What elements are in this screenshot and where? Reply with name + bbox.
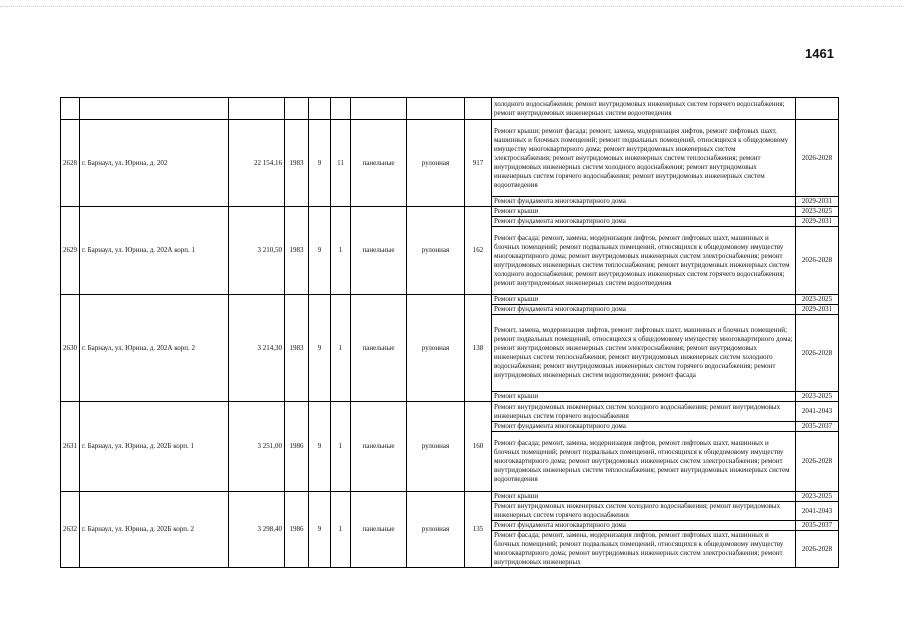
work-period: 2026-2028 bbox=[796, 315, 839, 392]
build-year: 1983 bbox=[285, 295, 309, 402]
work-description: Ремонт фасада; ремонт, замена, модернизация лифтов, ремонт лифтовых шахт, машинных и блочных помещений; ремонт подвальных помещений, относящихся к общедомовому имуществу многоквартирного дома; ремонт внутридомовых инженерных систем электроснабжения; ремонт внутридомовых инженерных систем теплоснабжения; ремонт внутридомовых инженерных систем водоотведения bbox=[492, 432, 796, 492]
table-row bbox=[61, 120, 839, 197]
table-row bbox=[61, 207, 839, 217]
work-description: Ремонт крыши bbox=[492, 207, 796, 217]
build-year: 1983 bbox=[285, 207, 309, 295]
floors: 9 bbox=[309, 120, 331, 207]
total-area: 3 298,40 bbox=[229, 492, 285, 568]
work-description: Ремонт фундамента многоквартирного дома bbox=[492, 197, 796, 207]
residents-count: 138 bbox=[465, 295, 492, 402]
work-period: 2029-2031 bbox=[796, 305, 839, 315]
work-description: Ремонт крыши bbox=[492, 492, 796, 502]
work-description: Ремонт внутридомовых инженерных систем холодного водоснабжения; ремонт внутридомовых инженерных систем горячего водоснабжения bbox=[492, 402, 796, 422]
entrances: 11 bbox=[331, 120, 351, 207]
work-period: 2041-2043 bbox=[796, 402, 839, 422]
entrances: 1 bbox=[331, 207, 351, 295]
table-row bbox=[61, 295, 839, 305]
table-row bbox=[61, 98, 839, 120]
entrances: 1 bbox=[331, 492, 351, 568]
work-description: Ремонт крыши; ремонт фасада; ремонт, замена, модернизация лифтов, ремонт лифтовых шахт, машинных и блочных помещений; ремонт подвальных помещений, относящихся к общедомовому имуществу многоквартирного дома; ремонт внутридомовых инженерных систем электроснабжения; ремонт внутридомовых инженерных систем теплоснабжения; ремонт внутридомовых инженерных систем холодного водоснабжения; ремонт внутридомовых инженерных систем горячего водоснабжения; ремонт внутридомовых инженерных систем водоотведения bbox=[492, 120, 796, 197]
residents-count: 162 bbox=[465, 207, 492, 295]
total-area: 3 251,00 bbox=[229, 402, 285, 492]
address: г. Барнаул, ул. Юрина, д. 202А корп. 2 bbox=[80, 295, 229, 402]
work-description: Ремонт, замена, модернизация лифтов, ремонт лифтовых шахт, машинных и блочных помещений; ремонт подвальных помещений, относящихся к общедомовому имуществу многоквартирного дома; ремонт внутридомовых инженерных систем электроснабжения; ремонт внутридомовых инженерных систем теплоснабжения; ремонт внутридомовых инженерных систем холодного водоснабжения; ремонт внутридомовых инженерных систем горячего водоснабжения; ремонт внутридомовых инженерных систем водоотведения; ремонт фасада bbox=[492, 315, 796, 392]
roof-type: рулонная bbox=[407, 120, 465, 207]
table-row bbox=[61, 402, 839, 422]
total-area: 3 210,50 bbox=[229, 207, 285, 295]
work-description: Ремонт крыши bbox=[492, 295, 796, 305]
scan-artifact-line bbox=[0, 6, 904, 9]
roof-type: рулонная bbox=[407, 492, 465, 568]
work-description: Ремонт фасада; ремонт, замена, модернизация лифтов, ремонт лифтовых шахт, машинных и блочных помещений; ремонт подвальных помещений, относящихся к общедомовому имуществу многоквартирного дома; ремонт внутридомовых инженерных систем электроснабжения; ремонт внутридомовых инженерных bbox=[492, 531, 796, 568]
floors: 9 bbox=[309, 492, 331, 568]
work-description: холодного водоснабжения; ремонт внутридомовых инженерных систем горячего водоснабжения; ремонт внутридомовых инженерных систем водоотведения bbox=[492, 98, 796, 120]
residents-count: 917 bbox=[465, 120, 492, 207]
housing-register-table bbox=[60, 97, 839, 568]
total-area: 3 214,30 bbox=[229, 295, 285, 402]
work-period: 2029-2031 bbox=[796, 197, 839, 207]
entrances: 1 bbox=[331, 295, 351, 402]
work-period: 2023-2025 bbox=[796, 295, 839, 305]
work-period: 2026-2028 bbox=[796, 227, 839, 295]
wall-material: панельные bbox=[351, 120, 407, 207]
address: г. Барнаул, ул. Юрина, д. 202Б корп. 1 bbox=[80, 402, 229, 492]
address: г. Барнаул, ул. Юрина, д. 202 bbox=[80, 120, 229, 207]
entrances: 1 bbox=[331, 402, 351, 492]
work-description: Ремонт фундамента многоквартирного дома bbox=[492, 422, 796, 432]
row-number: 2632 bbox=[61, 492, 80, 568]
residents-count: 135 bbox=[465, 492, 492, 568]
wall-material: панельные bbox=[351, 295, 407, 402]
work-description: Ремонт фундамента многоквартирного дома bbox=[492, 305, 796, 315]
floors: 9 bbox=[309, 207, 331, 295]
build-year: 1986 bbox=[285, 402, 309, 492]
work-period: 2023-2025 bbox=[796, 492, 839, 502]
table-row bbox=[61, 492, 839, 502]
page-number: 1461 bbox=[805, 46, 834, 61]
work-description: Ремонт фундамента многоквартирного дома bbox=[492, 521, 796, 531]
wall-material: панельные bbox=[351, 402, 407, 492]
floors: 9 bbox=[309, 295, 331, 402]
row-number: 2630 bbox=[61, 295, 80, 402]
wall-material: панельные bbox=[351, 207, 407, 295]
row-number: 2628 bbox=[61, 120, 80, 207]
address: г. Барнаул, ул. Юрина, д. 202А корп. 1 bbox=[80, 207, 229, 295]
floors: 9 bbox=[309, 402, 331, 492]
work-description: Ремонт фундамента многоквартирного дома bbox=[492, 217, 796, 227]
work-period: 2023-2025 bbox=[796, 207, 839, 217]
roof-type: рулонная bbox=[407, 207, 465, 295]
work-period: 2041-2043 bbox=[796, 502, 839, 521]
wall-material: панельные bbox=[351, 492, 407, 568]
work-period: 2035-2037 bbox=[796, 521, 839, 531]
work-period: 2026-2028 bbox=[796, 432, 839, 492]
build-year: 1986 bbox=[285, 492, 309, 568]
row-number: 2629 bbox=[61, 207, 80, 295]
address: г. Барнаул, ул. Юрина, д. 202Б корп. 2 bbox=[80, 492, 229, 568]
work-description: Ремонт фасада; ремонт, замена, модернизация лифтов, ремонт лифтовых шахт, машинных и блочных помещений; ремонт подвальных помещений, относящихся к общедомовому имуществу многоквартирного дома; ремонт внутридомовых инженерных систем электроснабжения; ремонт внутридомовых инженерных систем теплоснабжения; ремонт внутридомовых инженерных систем холодного водоснабжения; ремонт внутридомовых инженерных систем горячего водоснабжения; ремонт внутридомовых инженерных систем водоотведения bbox=[492, 227, 796, 295]
total-area: 22 154,16 bbox=[229, 120, 285, 207]
roof-type: рулонная bbox=[407, 295, 465, 402]
work-description: Ремонт крыши bbox=[492, 392, 796, 402]
work-period: 2026-2028 bbox=[796, 120, 839, 197]
roof-type: рулонная bbox=[407, 402, 465, 492]
work-period: 2026-2028 bbox=[796, 531, 839, 568]
residents-count: 160 bbox=[465, 402, 492, 492]
work-period: 2029-2031 bbox=[796, 217, 839, 227]
row-number: 2631 bbox=[61, 402, 80, 492]
work-description: Ремонт внутридомовых инженерных систем холодного водоснабжения; ремонт внутридомовых инженерных систем горячего водоснабжения bbox=[492, 502, 796, 521]
work-period: 2035-2037 bbox=[796, 422, 839, 432]
build-year: 1983 bbox=[285, 120, 309, 207]
work-period: 2023-2025 bbox=[796, 392, 839, 402]
